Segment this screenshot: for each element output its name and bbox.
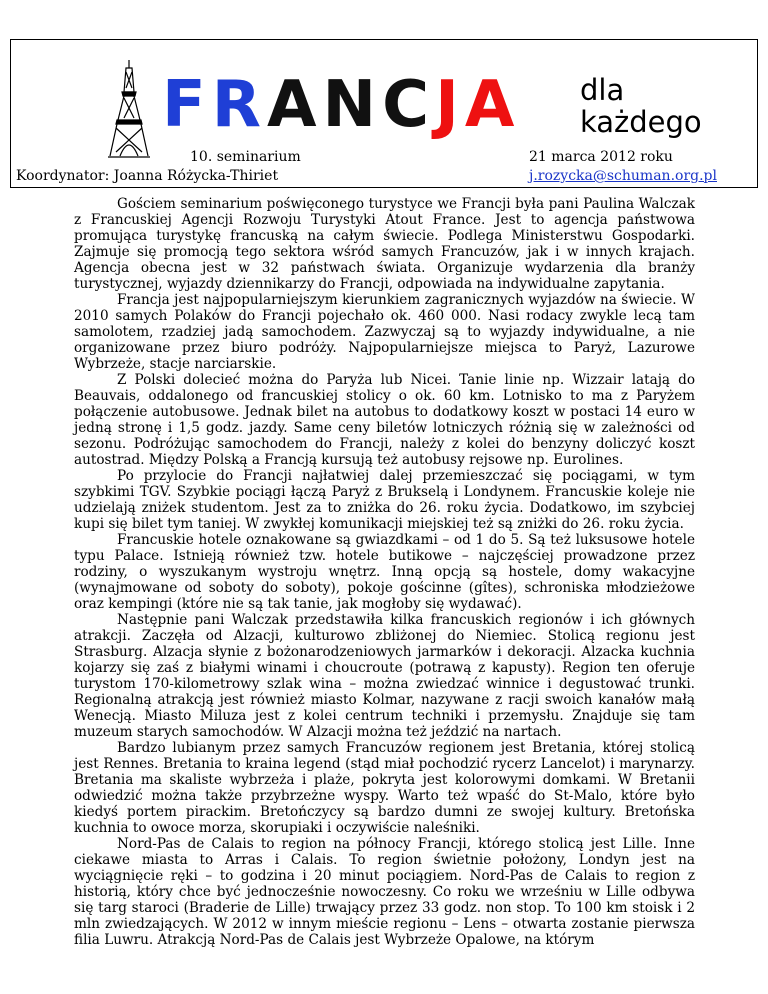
title-letter: F — [162, 68, 212, 142]
email-link[interactable]: j.rozycka@schuman.org.pl — [529, 168, 717, 184]
title-letter: N — [322, 68, 383, 142]
title-letter: A — [267, 68, 323, 142]
eiffel-tower-icon — [108, 58, 150, 158]
title-letter: C — [382, 68, 436, 142]
title-dla: dla — [580, 73, 625, 107]
paragraph: Po przylocie do Francji najłatwiej dalej przemieszczać się pociągami, w tym szybkimi TGV. Szybkie pociągi łączą Paryż z Brukselą i Londynem. Francuskie koleje nie udzielają zniżek studentom. Jest za to zniżka do 26. roku życia. Dodatkowo, im szybciej kupi się bilet tym taniej. W zwykłej komunikacji miejskiej też są zniżki do 26. roku życia. — [74, 468, 695, 532]
paragraph: Następnie pani Walczak przedstawiła kilka francuskich regionów i ich głównych atrakcji. Zaczęła od Alzacji, kulturowo zbliżonej do Niemiec. Stolicą regionu jest Strasburg. Alzacja słynie z bożonarodzeniowych jarmarków i dekoracji. Alzacka kuchnia kojarzy się zaś z białymi winami i choucroute (potrawą z kapusty). Region ten oferuje turystom 170-kilometrowy szlak wina – można zwiedzać winnice i degustować trunki. Regionalną atrakcją jest również miasto Kolmar, nazywane z racji swoich kanałów małą Wenecją. Miasto Miluza jest z kolei centrum techniki i przemysłu. Znajduje się tam muzeum starych samochodów. W Alzacji można też jeździć na nartach. — [74, 612, 695, 740]
title-kazdego: każdego — [580, 105, 702, 139]
title-letter: R — [211, 68, 267, 142]
paragraph: Z Polski dolecieć można do Paryża lub Nicei. Tanie linie np. Wizzair latają do Beauvais, oddalonego od francuskiej stolicy o ok. 60 km. Lotnisko to ma z Paryżem połączenie autobusowe. Jednak bilet na autobus to dodatkowy koszt w postaci 14 euro w jedną stronę i 1,5 godz. jazdy. Same ceny biletów lotniczych różnią się w zależności od sezonu. Podróżując samochodem do Francji, należy z kolei do benzyny doliczyć koszt autostrad. Między Polską a Francją kursują też autobusy rejsowe np. Eurolines. — [74, 372, 695, 468]
paragraph: Gościem seminarium poświęconego turystyce we Francji była pani Paulina Walczak z Francuskiej Agencji Rozwoju Turystyki Atout France. Jest to agencja państwowa promująca turystykę francuską na całym świecie. Podlega Ministerstwu Gospodarki. Zajmuje się promocją tego sektora wśród samych Francuzów, jak i w innych krajach. Agencja obecna jest w 32 państwach świata. Organizuje wydarzenia dla branży turystycznej, wyjazdy dziennikarzy do Francji, odpowiada na indywidualne zapytania. — [74, 196, 695, 292]
seminar-number: 10. seminarium — [190, 149, 301, 165]
article-body — [74, 196, 695, 948]
title-letter: J — [435, 68, 465, 142]
paragraph: Nord-Pas de Calais to region na północy Francji, którego stolicą jest Lille. Inne ciekawe miasta to Arras i Calais. To region świetnie położony, Londyn jest na wyciągnięcie ręki – to godzina i 20 minut pociągiem. Nord-Pas de Calais to region z historią, który chce być jednocześnie nowoczesny. Co roku we wrześniu w Lille odbywa się targ staroci (Braderie de Lille) trwający przez 33 godz. non stop. To 100 km stoisk i 2 mln zwiedzających. W 2012 w innym mieście regionu – Lens – otwarta zostanie pierwsza filia Luwru. Atrakcją Nord-Pas de Calais jest Wybrzeże Opalowe, na którym — [74, 836, 695, 948]
paragraph: Bardzo lubianym przez samych Francuzów regionem jest Bretania, której stolicą jest Rennes. Bretania to kraina legend (stąd miał pochodzić rycerz Lancelot) i marynarzy. Bretania ma skaliste wybrzeża i plaże, pokryta jest kolorowymi domkami. W Bretanii odwiedzić można także przybrzeżne wyspy. Warto też wpaść do St-Malo, które było kiedyś portem pirackim. Bretończycy są bardzo dumni ze swojej kultury. Bretońska kuchnia to owoce morza, skorupiaki i oczywiście naleśniki. — [74, 740, 695, 836]
title-francja — [162, 70, 520, 140]
coordinator: Koordynator: Joanna Różycka-Thiriet — [16, 168, 279, 184]
paragraph: Francuskie hotele oznakowane są gwiazdkami – od 1 do 5. Są też luksusowe hotele typu Palace. Istnieją również tzw. hotele butikowe – najczęściej prowadzone przez rodziny, o wyszukanym wystroju wnętrz. Inną opcją są hostele, domy wakacyjne (wynajmowane od soboty do soboty), pokoje gościnne (gîtes), schroniska młodzieżowe oraz kempingi (które nie są tak tanie, jak mogłoby się wydawać). — [74, 532, 695, 612]
seminar-date: 21 marca 2012 roku — [529, 149, 673, 165]
title-letter: A — [464, 68, 521, 142]
paragraph: Francja jest najpopularniejszym kierunkiem zagranicznych wyjazdów na świecie. W 2010 samych Polaków do Francji pojechało ok. 460 000. Nasi rodacy zwykle lecą tam samolotem, rzadziej jadą samochodem. Zazwyczaj są to wyjazdy indywidualne, a nie organizowane przez biuro podróży. Najpopularniejsze miejsca to Paryż, Lazurowe Wybrzeże, stacje narciarskie. — [74, 292, 695, 372]
